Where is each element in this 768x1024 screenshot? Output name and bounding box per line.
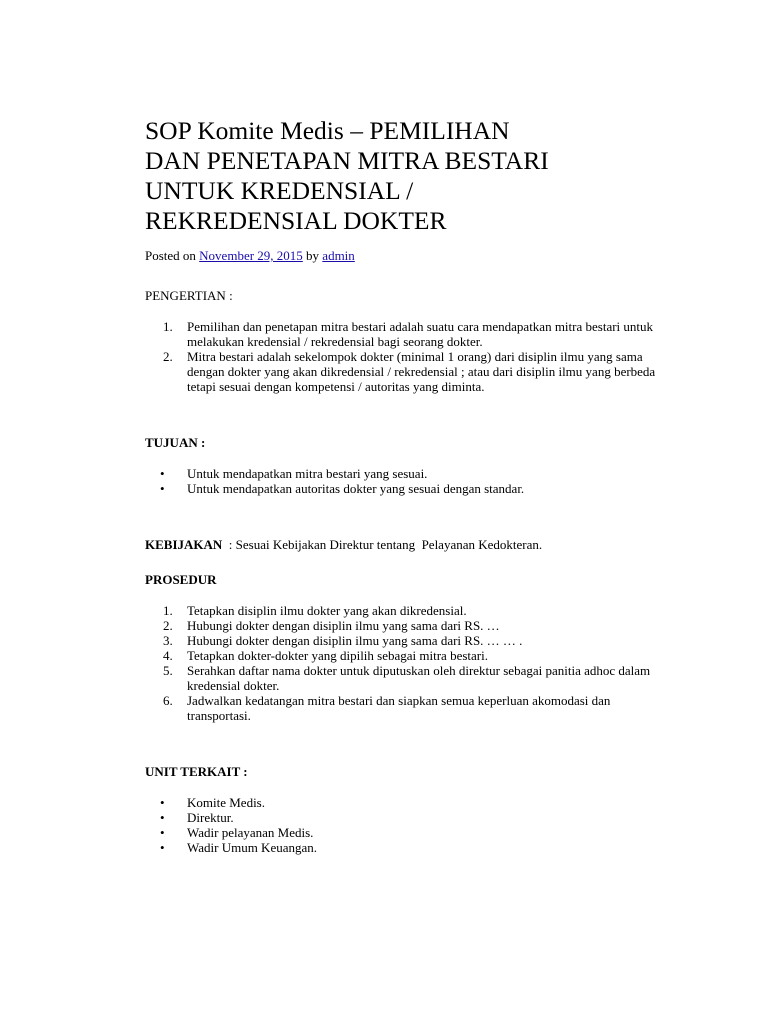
list-item [145, 481, 665, 496]
list-item [145, 618, 665, 633]
author-link[interactable]: admin [322, 248, 355, 263]
list-item [145, 349, 665, 394]
prosedur-list [145, 603, 665, 723]
list-item-text: Untuk mendapatkan mitra bestari yang sesuai. [187, 466, 428, 481]
list-number: 6. [163, 693, 173, 708]
list-item-text: Pemilihan dan penetapan mitra bestari adalah suatu cara mendapatkan mitra bestari untuk melakukan kredensial / rekredensial bagi seorang dokter. [187, 319, 654, 349]
list-item [145, 795, 665, 810]
page-title [145, 116, 665, 236]
list-item [145, 319, 665, 349]
list-number: 1. [163, 319, 173, 334]
pengertian-list [145, 319, 665, 394]
list-item-text: Tetapkan disiplin ilmu dokter yang akan dikredensial. [187, 603, 467, 618]
bullet-icon: • [160, 481, 165, 496]
list-item-text: Serahkan daftar nama dokter untuk diputuskan oleh direktur sebagai panitia adhoc dalam kredensial dokter. [187, 663, 651, 693]
document-page [145, 116, 665, 855]
list-item-text: Untuk mendapatkan autoritas dokter yang sesuai dengan standar. [187, 481, 525, 496]
list-item [145, 663, 665, 693]
kebijakan-heading: KEBIJAKAN [145, 537, 223, 552]
title-line-1: SOP Komite Medis – PEMILIHAN [145, 116, 510, 145]
kebijakan-text: : Sesuai Kebijakan Direktur tentang Pelayanan Kedokteran. [222, 537, 543, 552]
list-item [145, 693, 665, 723]
list-item [145, 825, 665, 840]
list-number: 1. [163, 603, 173, 618]
list-item-text: Hubungi dokter dengan disiplin ilmu yang sama dari RS. … … . [187, 633, 523, 648]
posted-on-label: Posted on [145, 248, 196, 263]
list-item [145, 810, 665, 825]
tujuan-heading: TUJUAN : [145, 435, 206, 450]
unit-terkait-heading: UNIT TERKAIT : [145, 764, 248, 779]
kebijakan-paragraph [145, 537, 665, 552]
list-number: 4. [163, 648, 173, 663]
post-meta [145, 247, 665, 264]
list-item-text: Direktur. [187, 810, 234, 825]
list-item [145, 633, 665, 648]
list-item [145, 603, 665, 618]
list-item-text: Jadwalkan kedatangan mitra bestari dan siapkan semua keperluan akomodasi dan transportasi. [187, 693, 611, 723]
bullet-icon: • [160, 810, 165, 825]
prosedur-heading: PROSEDUR [145, 572, 217, 587]
post-date-link[interactable]: November 29, 2015 [199, 248, 303, 263]
list-item [145, 840, 665, 855]
unit-terkait-list [145, 795, 665, 855]
bullet-icon: • [160, 825, 165, 840]
title-line-3: UNTUK KREDENSIAL / [145, 176, 414, 205]
list-item-text: Mitra bestari adalah sekelompok dokter (minimal 1 orang) dari disiplin ilmu yang sama dengan dokter yang akan dikredensial / rekredensial ; atau dari disiplin ilmu yang berbeda tetapi sesuai dengan kompetensi / autoritas yang diminta. [187, 349, 656, 394]
title-line-4: REKREDENSIAL DOKTER [145, 206, 447, 235]
list-item-text: Wadir Umum Keuangan. [187, 840, 317, 855]
tujuan-list [145, 466, 665, 496]
bullet-icon: • [160, 795, 165, 810]
bullet-icon: • [160, 840, 165, 855]
pengertian-heading [145, 288, 665, 303]
list-number: 2. [163, 618, 173, 633]
list-item-text: Tetapkan dokter-dokter yang dipilih sebagai mitra bestari. [187, 648, 488, 663]
list-item [145, 648, 665, 663]
by-label: by [306, 248, 320, 263]
list-number: 5. [163, 663, 173, 678]
bullet-icon: • [160, 466, 165, 481]
title-line-2: DAN PENETAPAN MITRA BESTARI [145, 146, 549, 175]
pengertian-heading-suffix: : [225, 288, 233, 303]
pengertian-heading-text: PENGERTIAN [145, 288, 226, 303]
list-number: 3. [163, 633, 173, 648]
list-item-text: Komite Medis. [187, 795, 265, 810]
list-item [145, 466, 665, 481]
list-item-text: Hubungi dokter dengan disiplin ilmu yang sama dari RS. … [187, 618, 500, 633]
list-item-text: Wadir pelayanan Medis. [187, 825, 314, 840]
list-number: 2. [163, 349, 173, 364]
